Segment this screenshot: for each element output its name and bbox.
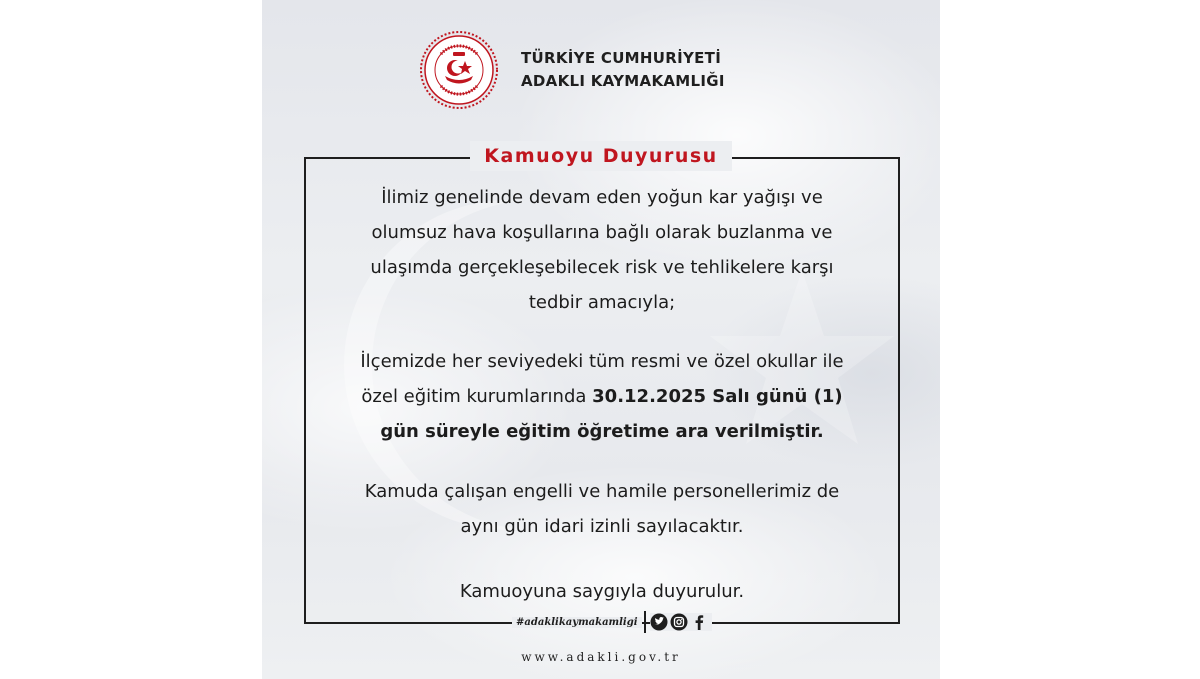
instagram-icon[interactable] <box>670 613 688 631</box>
paragraph-2-normal-text: özel eğitim kurumlarında <box>361 386 593 407</box>
header <box>419 30 725 110</box>
closing-line: Kamuoyuna saygıyla duyurulur. <box>459 581 745 602</box>
paragraph-1-line: olumsuz hava koşullarına bağlı olarak buzlanma ve <box>371 222 833 243</box>
organization-name <box>521 47 725 93</box>
paragraph-2-line: İlçemizde her seviyedeki tüm resmi ve özel okullar ile <box>360 351 844 372</box>
footer-divider <box>644 611 646 633</box>
paragraph-1-line: ulaşımda gerçekleşebilecek risk ve tehlikelere karşı <box>370 257 834 278</box>
paragraph-2-bold-line: gün süreyle eğitim öğretime ara verilmiştir. <box>380 421 824 442</box>
paragraph-1-line: tedbir amacıyla; <box>528 292 676 313</box>
website-url: www.adakli.gov.tr <box>521 650 681 664</box>
paragraph-1-line: İlimiz genelinde devam eden yoğun kar yağışı ve <box>381 187 823 208</box>
title-wrap <box>262 141 940 171</box>
footer-bar <box>512 608 712 636</box>
announcement-poster <box>262 0 940 679</box>
org-line-2: ADAKLI KAYMAKAMLIĞI <box>521 72 725 90</box>
announcement-title: Kamuoyu Duyurusu <box>470 141 731 171</box>
paragraph-3-line: Kamuda çalışan engelli ve hamile personellerimiz de <box>364 481 840 502</box>
facebook-icon[interactable] <box>690 613 708 631</box>
paragraph-1 <box>306 180 898 320</box>
paragraph-3 <box>306 474 898 544</box>
org-line-1: TÜRKİYE CUMHURİYETİ <box>521 49 722 67</box>
date-highlight: 30.12.2025 Salı günü (1) <box>592 386 843 407</box>
twitter-icon[interactable] <box>650 613 668 631</box>
hashtag: #adaklikaymakamligi <box>512 617 642 628</box>
paragraph-3-line: aynı gün idari izinli sayılacaktır. <box>460 516 744 537</box>
social-icons <box>650 613 712 631</box>
paragraph-2 <box>306 344 898 449</box>
seal-logo-icon <box>419 30 499 110</box>
paragraph-2-line <box>306 379 898 414</box>
